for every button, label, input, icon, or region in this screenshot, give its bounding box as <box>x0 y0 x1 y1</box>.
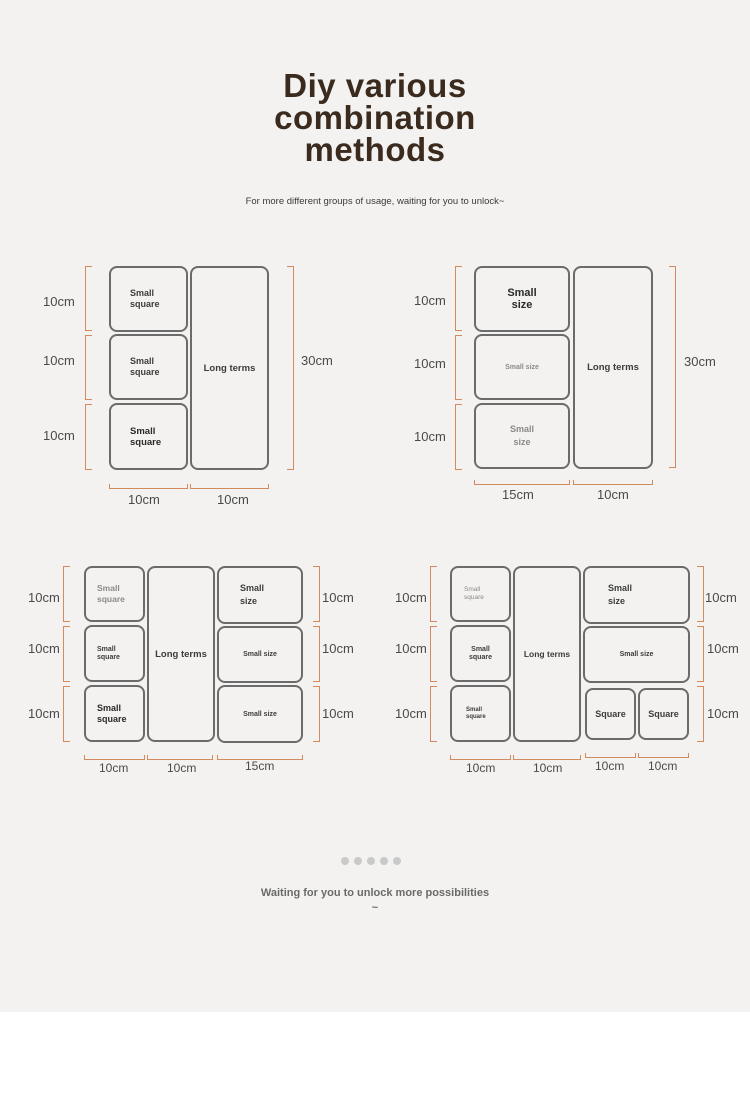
dimension-label: 10cm <box>43 294 75 309</box>
small-square-box <box>84 625 145 682</box>
dimension-label: 10cm <box>217 492 249 507</box>
small-size-box <box>474 334 570 400</box>
dimension-label: 10cm <box>707 706 739 721</box>
right-bracket <box>697 626 704 682</box>
dimension-label: 15cm <box>502 487 534 502</box>
long-terms-box <box>147 566 215 742</box>
small-square-box <box>450 625 511 682</box>
box-label: Small square <box>97 702 127 724</box>
left-bracket <box>430 686 437 742</box>
dimension-label: 15cm <box>245 759 275 773</box>
dimension-label: 10cm <box>533 761 563 775</box>
dimension-label: 10cm <box>414 429 446 444</box>
pagination-dot[interactable] <box>380 857 388 865</box>
bottom-bracket <box>474 480 570 485</box>
small-size-box <box>217 626 303 683</box>
square-box <box>585 688 636 740</box>
small-square-box <box>84 566 145 622</box>
dimension-label: 10cm <box>28 590 60 605</box>
dimension-label: 10cm <box>705 590 737 605</box>
dimension-label: 10cm <box>414 293 446 308</box>
dimension-label: 10cm <box>395 706 427 721</box>
small-square-box <box>84 685 145 742</box>
bottom-bracket <box>190 484 269 489</box>
page-title <box>0 67 750 168</box>
box-label: Small size <box>243 651 277 658</box>
left-bracket <box>85 266 92 331</box>
dimension-label: 10cm <box>43 353 75 368</box>
dimension-label: 10cm <box>322 641 354 656</box>
box-label: Square <box>595 709 626 719</box>
right-bracket <box>313 566 320 622</box>
dimension-label: 10cm <box>707 641 739 656</box>
title-line-3: methods <box>304 131 446 168</box>
box-label: Small size <box>505 363 539 371</box>
bottom-bracket <box>147 755 213 760</box>
dimension-label: 10cm <box>597 487 629 502</box>
dimension-label: 10cm <box>395 590 427 605</box>
footer-text: Waiting for you to unlock more possibilities ~ <box>260 887 490 914</box>
right-bracket <box>313 626 320 682</box>
long-terms-box <box>573 266 653 469</box>
box-label: Long terms <box>523 649 571 659</box>
right-bracket <box>697 686 704 742</box>
small-square-box <box>109 334 188 400</box>
small-size-box <box>583 566 690 624</box>
bottom-bracket <box>585 753 636 758</box>
small-size-box <box>217 685 303 743</box>
dimension-label: 10cm <box>414 356 446 371</box>
bottom-bracket <box>450 755 511 760</box>
right-bracket <box>697 566 704 622</box>
pagination-dot[interactable] <box>354 857 362 865</box>
left-bracket <box>455 335 462 400</box>
left-bracket <box>455 404 462 470</box>
small-size-box <box>474 403 570 469</box>
dimension-label: 10cm <box>595 759 625 773</box>
bottom-bracket <box>638 753 689 758</box>
small-square-box <box>109 266 188 332</box>
bottom-bracket <box>84 755 145 760</box>
box-label: Small size <box>509 424 534 447</box>
left-bracket <box>430 626 437 682</box>
bottom-bracket <box>109 484 188 489</box>
bottom-bracket <box>573 480 653 485</box>
long-terms-box <box>513 566 581 742</box>
pagination-dot[interactable] <box>341 857 349 865</box>
box-label: Small square <box>97 583 125 604</box>
small-size-box <box>583 626 690 683</box>
square-box <box>638 688 689 740</box>
box-label: Small square <box>469 645 492 661</box>
title-line-1: Diy various <box>283 67 467 104</box>
left-bracket <box>63 626 70 682</box>
title-line-2: combination <box>274 99 476 136</box>
box-label: Small size <box>619 651 654 658</box>
box-label: Small size <box>240 583 265 606</box>
right-bracket <box>313 686 320 742</box>
dimension-label: 10cm <box>648 759 678 773</box>
dimension-label: 10cm <box>466 761 496 775</box>
box-label: Small square <box>464 586 484 601</box>
left-bracket <box>455 266 462 331</box>
small-square-box <box>450 685 511 742</box>
dimension-label: 10cm <box>28 706 60 721</box>
dimension-label: 10cm <box>43 428 75 443</box>
box-label: Long terms <box>203 362 256 374</box>
left-bracket <box>63 686 70 742</box>
small-size-box <box>217 566 303 624</box>
dimension-label: 10cm <box>167 761 197 775</box>
dimension-label: 10cm <box>395 641 427 656</box>
dimension-label: 30cm <box>684 354 716 369</box>
right-bracket <box>287 266 294 470</box>
box-label: Square <box>648 709 679 719</box>
dimension-label: 10cm <box>322 590 354 605</box>
pagination-dot[interactable] <box>367 857 375 865</box>
small-square-box <box>109 403 188 470</box>
box-label: Long terms <box>155 648 207 660</box>
left-bracket <box>85 404 92 470</box>
box-label: Small square <box>130 288 160 309</box>
right-bracket <box>669 266 676 468</box>
box-label: Small size <box>608 583 633 606</box>
dimension-label: 10cm <box>322 706 354 721</box>
box-label: Small square <box>130 356 160 377</box>
pagination-dots <box>341 857 401 865</box>
box-label: Small square <box>97 645 120 661</box>
dimension-label: 10cm <box>99 761 129 775</box>
dimension-label: 10cm <box>128 492 160 507</box>
small-square-box <box>450 566 511 622</box>
bottom-bracket <box>513 755 581 760</box>
box-label: Small square <box>130 425 162 448</box>
dimension-label: 10cm <box>28 641 60 656</box>
dimension-label: 30cm <box>301 353 333 368</box>
subtitle: For more different groups of usage, waiting for you to unlock~ <box>245 196 505 207</box>
box-label: Long terms <box>587 362 639 373</box>
left-bracket <box>63 566 70 622</box>
left-bracket <box>430 566 437 622</box>
small-size-box <box>474 266 570 332</box>
left-bracket <box>85 335 92 400</box>
box-label: Small size <box>243 710 277 718</box>
box-label: Small square <box>466 706 486 720</box>
pagination-dot[interactable] <box>393 857 401 865</box>
box-label: Small size <box>507 287 537 311</box>
long-terms-box <box>190 266 269 470</box>
